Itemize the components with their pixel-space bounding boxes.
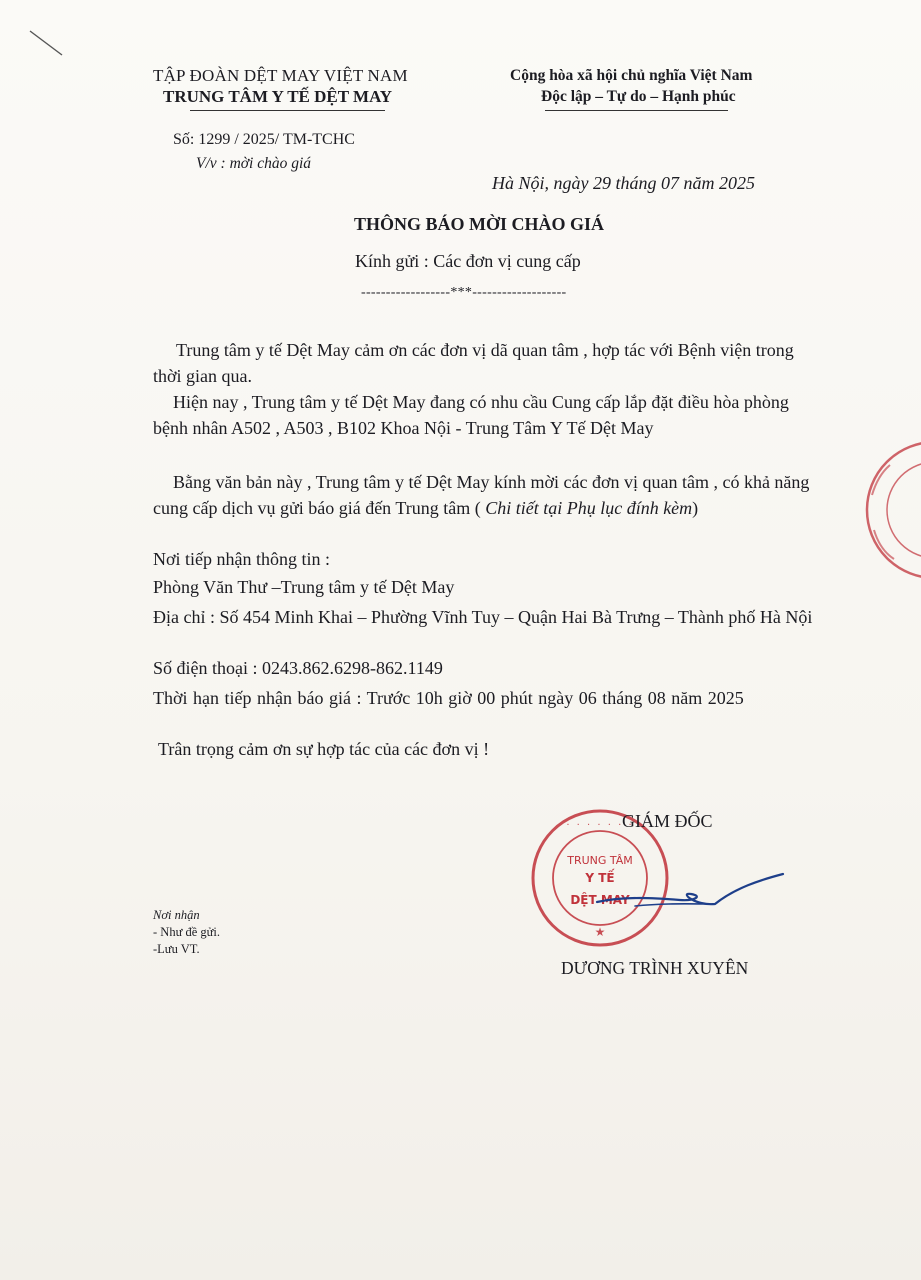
handwritten-signature [595,866,785,916]
document-number: Số: 1299 / 2025/ TM-TCHC [173,131,355,148]
recipient-item: - Như đề gửi. [153,925,221,939]
deadline-line: Thời hạn tiếp nhận báo giá : Trước 10h giờ 00 phút ngày 06 tháng 08 năm 2025 [153,688,744,708]
signer-name: DƯƠNG TRÌNH XUYÊN [561,958,749,978]
partial-stamp-seal [860,435,921,585]
closing-thanks: Trân trọng cảm ơn sự hợp tác của các đơn vị ! [158,739,490,759]
national-title: Cộng hòa xã hội chủ nghĩa Việt Nam [510,67,753,84]
pen-mark-scribble [28,28,68,60]
national-motto: Độc lập – Tự do – Hạnh phúc [541,88,736,105]
organization-parent: TẬP ĐOÀN DỆT MAY VIỆT NAM [153,66,408,85]
document-subject: V/v : mời chào giá [196,155,312,172]
recipient-item: -Lưu VT. [153,942,200,956]
stamp-line-2: Y TẾ [585,871,615,885]
stamp-star-icon: ★ [594,925,606,939]
organization-name: TRUNG TÂM Y TẾ DỆT MAY [163,87,393,106]
signer-position: GIÁM ĐỐC [622,811,713,831]
stamp-line-1: TRUNG TÂM [567,854,633,867]
paragraph-need: Hiện nay , Trung tâm y tế Dệt May đang có nhu cầu Cung cấp lắp đặt điều hòa phòng bệnh nhân A502 , A503 , B102 Khoa Nội - Trung Tâm Y Tế Dệt May [153,392,789,438]
section-divider: ------------------***------------------- [361,285,567,300]
stamp-ring-text: · · · · · · · [566,820,634,831]
receive-info-label: Nơi tiếp nhận thông tin : [153,549,331,569]
stamp-line-3: DỆT MAY [570,893,630,907]
date-line: Hà Nội, ngày 29 tháng 07 năm 2025 [492,173,755,193]
paragraph-invitation [153,470,813,521]
invitation-close: ) [692,497,699,518]
paragraph-thanks-intro: Trung tâm y tế Dệt May cảm ơn các đơn vị dã quan tâm , hợp tác với Bệnh viện trong thời gian qua. [153,340,794,386]
recipients-label: Nơi nhận [153,908,200,922]
phone-line: Số điện thoại : 0243.862.6298-862.1149 [153,658,443,678]
invitation-text: Bằng văn bản này , Trung tâm y tế Dệt May kính mời các đơn vị quan tâm , có khả năng cung cấp dịch vụ gửi báo giá đến Trung tâm ( [153,472,810,518]
recipient-line: Kính gửi : Các đơn vị cung cấp [355,251,581,271]
address-line: Địa chỉ : Số 454 Minh Khai – Phường Vĩnh Tuy – Quận Hai Bà Trưng – Thành phố Hà Nội [153,607,813,627]
document-title: THÔNG BÁO MỜI CHÀO GIÁ [354,214,605,234]
appendix-reference: Chi tiết tại Phụ lục đính kèm [485,497,693,518]
header-right-underline [545,110,728,111]
header-left-underline [190,110,385,111]
receiving-office: Phòng Văn Thư –Trung tâm y tế Dệt May [153,577,455,597]
